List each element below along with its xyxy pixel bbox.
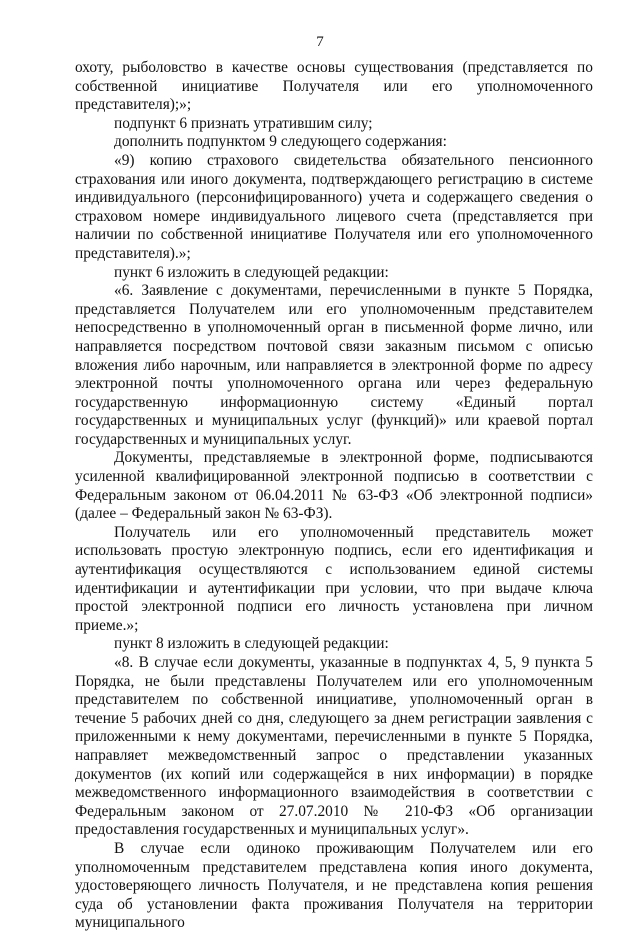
- paragraph-6: «6. Заявление с документами, перечисленными в пункте 5 Порядка, представляется Получателем или его уполномоченным представителем непосредственно в уполномоченный орган в письменной форме лично, или направляется посредством почтовой связи заказным письмом с описью вложения либо нарочным, или направляется в электронной форме по адресу электронной почты уполномоченного органа или через федеральную государственную информационную систему «Единый портал государственных и муниципальных услуг (функций)» или краевой портал государственных и муниципальных услуг.: [75, 282, 593, 448]
- paragraph-11: В случае если одиноко проживающим Получателем или его уполномоченным представителем представлена копия иного документа, удостоверяющего личность Получателя, и не представлена копия решения суда об установлении факта проживания Получателя на территории муниципального: [75, 839, 593, 932]
- paragraph-3: дополнить подпунктом 9 следующего содержания:: [114, 133, 447, 151]
- paragraph-4: «9) копию страхового свидетельства обязательного пенсионного страхования или иного документа, подтверждающего регистрацию в системе индивидуального (персонифицированного) учета и содержащего сведения о страховом номере индивидуального лицевого счета (представляется при наличии по собственной инициативе Получателя или его уполномоченного представителя).»;: [75, 151, 593, 262]
- paragraph-8: Получатель или его уполномоченный представитель может использовать простую электронную подпись, если его идентификация и аутентификация осуществляются с использованием единой системы идентификации и аутентификации при условии, что при выдаче ключа простой электронной подписи его личность установлена при личном приеме.»;: [75, 523, 593, 634]
- page-number: 7: [316, 34, 324, 50]
- paragraph-2: подпункт 6 признать утратившим силу;: [114, 114, 373, 132]
- paragraph-7: Документы, представляемые в электронной форме, подписываются усиленной квалифицированной электронной подписью в соответствии с Федеральным законом от 06.04.2011 № 63-ФЗ «Об электронной подписи» (далее – Федеральный закон № 63-ФЗ).: [75, 449, 593, 523]
- paragraph-1: охоту, рыболовство в качестве основы существования (представляется по собственной инициативе Получателя или его уполномоченного представителя);»;: [75, 59, 593, 114]
- paragraph-5: пункт 6 изложить в следующей редакции:: [114, 263, 389, 281]
- paragraph-10: «8. В случае если документы, указанные в подпунктах 4, 5, 9 пункта 5 Порядка, не были представлены Получателем или его уполномоченным представителем по собственной инициативе, уполномоченный орган в течение 5 рабочих дней со дня, следующего за днем регистрации заявления с приложенными к нему документами, перечисленными в пункте 5 Порядка, направляет межведомственный запрос о представлении указанных документов (их копий или содержащейся в них информации) в порядке межведомственного информационного взаимодействия в соответствии с Федеральным законом от 27.07.2010 № 210-ФЗ «Об организации предоставления государственных и муниципальных услуг».: [75, 654, 593, 839]
- paragraph-9: пункт 8 изложить в следующей редакции:: [114, 635, 389, 653]
- document-body: [75, 59, 593, 933]
